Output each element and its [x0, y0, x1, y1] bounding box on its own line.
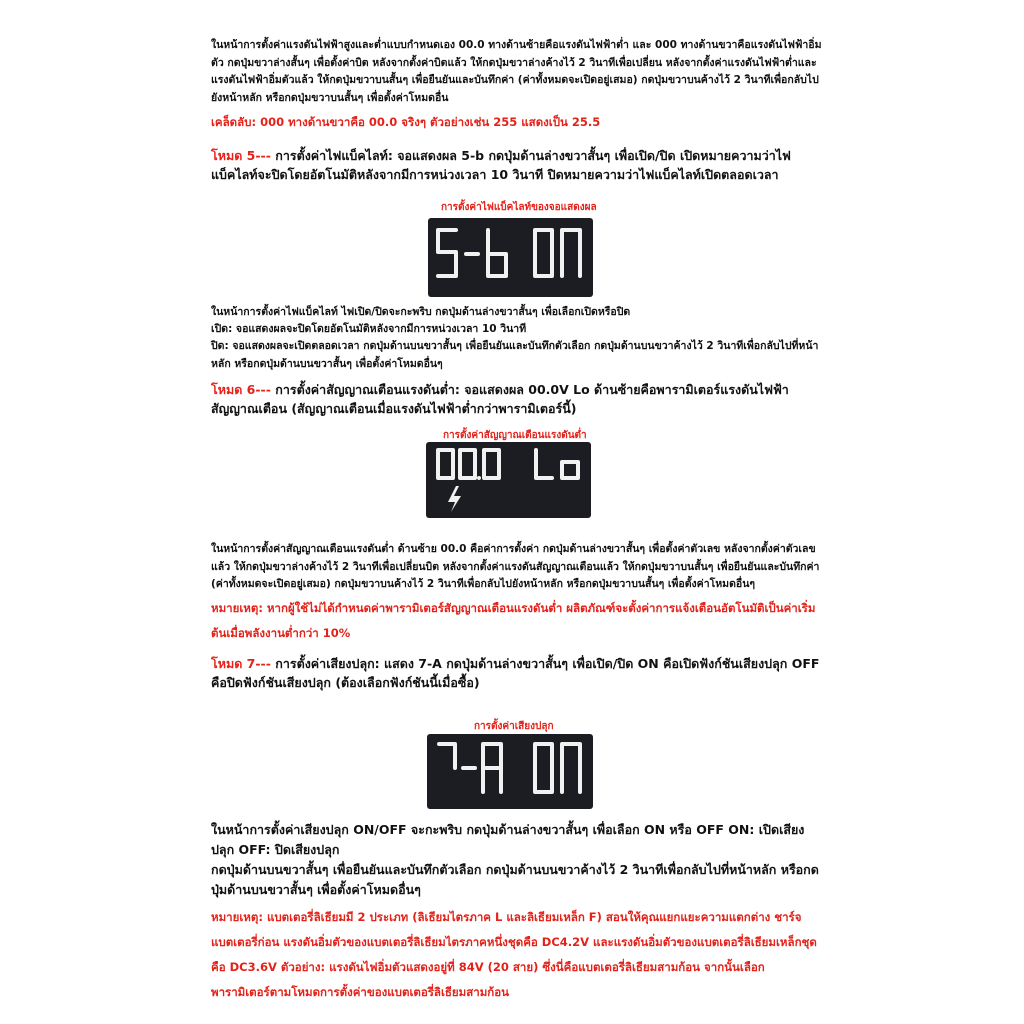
mode6-desc: ในหน้าการตั้งค่าสัญญาณเตือนแรงดันต่ำ ด้านซ้าย 00.0 คือค่าการตั้งค่า กดปุ่มด้านล่างขวาสั้นๆ เพื่อตั้งค่าตัวเลข หลังจากตั้งค่าตัวเลขแล้ว ให้กดปุ่มขวาล่างค้างไว้ 2 วินาทีเพื่อเปลี่ยนบิต หลังจากตั้งค่าแรงดันสัญญาณเตือนแล้ว ให้กดปุ่มขวาบนสั้นๆ เพื่อยืนยันและบันทึกค่า (ค่าทั้งหมดจะเปิดอยู่เสมอ) กดปุ่มขวาบนค้างไว้ 2 วินาทีเพื่อกลับไปยังหน้าหลัก หรือกดปุ่มขวาบนสั้นๆ เพื่อตั้งค่าโหมดอื่นๆ — [211, 543, 820, 590]
mode7-desc-2: กดปุ่มด้านบนขวาสั้นๆ เพื่อยืนยันและบันทึกตัวเลือก กดปุ่มด้านบนขวาค้างไว้ 2 วินาทีเพื่อกลับไปที่หน้าหลัก หรือกดปุ่มด้านบนขวาสั้นๆ เพื่อตั้งค่าโหมดอื่นๆ — [211, 862, 819, 897]
low-voltage-lcd-display — [426, 442, 591, 518]
backlight-lcd-display — [428, 218, 593, 297]
mode4-tip: เคล็ดลับ: 000 ทางด้านขวาคือ 00.0 จริงๆ ตัวอย่างเช่น 255 แสดงเป็น 25.5 — [211, 115, 601, 129]
mode5-intro — [211, 146, 823, 184]
mode5-desc-2: เปิด: จอแสดงผลจะปิดโดยอัตโนมัติหลังจากมีการหน่วงเวลา 10 วินาที — [211, 323, 527, 335]
mode7-intro — [211, 654, 823, 692]
bolt-icon — [448, 486, 461, 512]
mode5-caption: การตั้งค่าไฟแบ็คไลท์ของจอแสดงผล — [441, 202, 597, 213]
alarm-lcd-display — [427, 734, 593, 809]
alarm-lcd-glyphs — [427, 734, 593, 809]
mode4-tail-text: ในหน้าการตั้งค่าแรงดันไฟฟ้าสูงและต่ำแบบกำหนดเอง 00.0 ทางด้านซ้ายคือแรงดันไฟฟ้าต่ำ และ 000 ทางด้านขวาคือแรงดันไฟฟ้าอิ่มตัว กดปุ่มขวาล่างสั้นๆ เพื่อตั้งค่าบิต หลังจากตั้งค่าบิตแล้ว ให้กดปุ่มขวาล่างค้างไว้ 2 วินาทีเพื่อเปลี่ยน หลังจากตั้งค่าแรงดันไฟฟ้าต่ำและแรงดันไฟฟ้าอิ่มตัวแล้ว ให้กดปุ่มขวาบนสั้นๆ เพื่อยืนยันและบันทึกค่า (ค่าทั้งหมดจะเปิดอยู่เสมอ) กดปุ่มขวาบนค้างไว้ 2 วินาทีเพื่อกลับไปยังหน้าหลัก หรือกดปุ่มขวาบนสั้นๆ เพื่อตั้งค่าโหมดอื่น — [211, 39, 822, 104]
mode7-caption: การตั้งค่าเสียงปลุก — [474, 721, 554, 732]
mode6-label: โหมด 6--- — [211, 382, 271, 397]
backlight-lcd-glyphs — [428, 218, 593, 297]
mode6-note: หมายเหตุ: หากผู้ใช้ไม่ได้กำหนดค่าพารามิเตอร์สัญญาณเตือนแรงดันต่ำ ผลิตภัณฑ์จะตั้งค่าการแจ้งเตือนอัตโนมัติเป็นค่าเริ่มต้นเมื่อพลังงานต่ำกว่า 10% — [211, 601, 816, 640]
low-voltage-lcd-glyphs — [426, 442, 591, 518]
mode5-text: การตั้งค่าไฟแบ็คไลท์: จอแสดงผล 5-b กดปุ่มด้านล่างขวาสั้นๆ เพื่อเปิด/ปิด เปิดหมายความว่าไฟแบ็คไลท์จะปิดโดยอัตโนมัติหลังจากมีการหน่วงเวลา 10 วินาที ปิดหมายความว่าไฟแบ็คไลท์เปิดตลอดเวลา — [211, 148, 791, 182]
mode7-label: โหมด 7--- — [211, 656, 271, 671]
mode5-label: โหมด 5--- — [211, 148, 271, 163]
mode6-caption: การตั้งค่าสัญญาณเตือนแรงดันต่ำ — [443, 430, 587, 441]
mode7-note: หมายเหตุ: แบตเตอรี่ลิเธียมมี 2 ประเภท (ลิเธียมไตรภาค L และลิเธียมเหล็ก F) สอนให้คุณแยกแยะความแตกต่าง ชาร์จแบตเตอรี่ก่อน แรงดันอิ่มตัวของแบตเตอรี่ลิเธียมไตรภาคหนึ่งชุดคือ DC4.2V และแรงดันอิ่มตัวของแบตเตอรี่ลิเธียมเหล็กชุดคือ DC3.6V ตัวอย่าง: แรงดันไฟอิ่มตัวแสดงอยู่ที่ 84V (20 สาย) ซึ่งนี่คือแบตเตอรี่ลิเธียมสามก้อน จากนั้นเลือกพารามิเตอร์ตามโหมดการตั้งค่าของแบตเตอรี่ลิเธียมสามก้อน — [211, 910, 817, 999]
mode6-intro — [211, 380, 823, 418]
mode5-desc-1: ในหน้าการตั้งค่าไฟแบ็คไลท์ ไฟเปิด/ปิดจะกะพริบ กดปุ่มด้านล่างขวาสั้นๆ เพื่อเลือกเปิดหรือปิด — [211, 306, 631, 318]
mode5-desc-3: ปิด: จอแสดงผลจะเปิดตลอดเวลา กดปุ่มด้านบนขวาสั้นๆ เพื่อยืนยันและบันทึกตัวเลือก กดปุ่มด้านบนขวาค้างไว้ 2 วินาทีเพื่อกลับไปที่หน้าหลัก หรือกดปุ่มด้านบนขวาสั้นๆ เพื่อตั้งค่าโหมดอื่นๆ — [211, 340, 819, 370]
mode7-text: การตั้งค่าเสียงปลุก: แสดง 7-A กดปุ่มด้านล่างขวาสั้นๆ เพื่อเปิด/ปิด ON คือเปิดฟังก์ชันเสียงปลุก OFF คือปิดฟังก์ชันเสียงปลุก (ต้องเลือกฟังก์ชันนี้เมื่อซื้อ) — [211, 656, 820, 690]
mode6-text: การตั้งค่าสัญญาณเตือนแรงดันต่ำ: จอแสดงผล 00.0V Lo ด้านซ้ายคือพารามิเตอร์แรงดันไฟฟ้าสัญญาณเตือน (สัญญาณเตือนเมื่อแรงดันไฟฟ้าต่ำกว่าพารามิเตอร์นี้) — [211, 382, 789, 416]
mode7-desc-1: ในหน้าการตั้งค่าเสียงปลุก ON/OFF จะกะพริบ กดปุ่มด้านล่างขวาสั้นๆ เพื่อเลือก ON หรือ OFF ON: เปิดเสียงปลุก OFF: ปิดเสียงปลุก — [211, 822, 805, 857]
